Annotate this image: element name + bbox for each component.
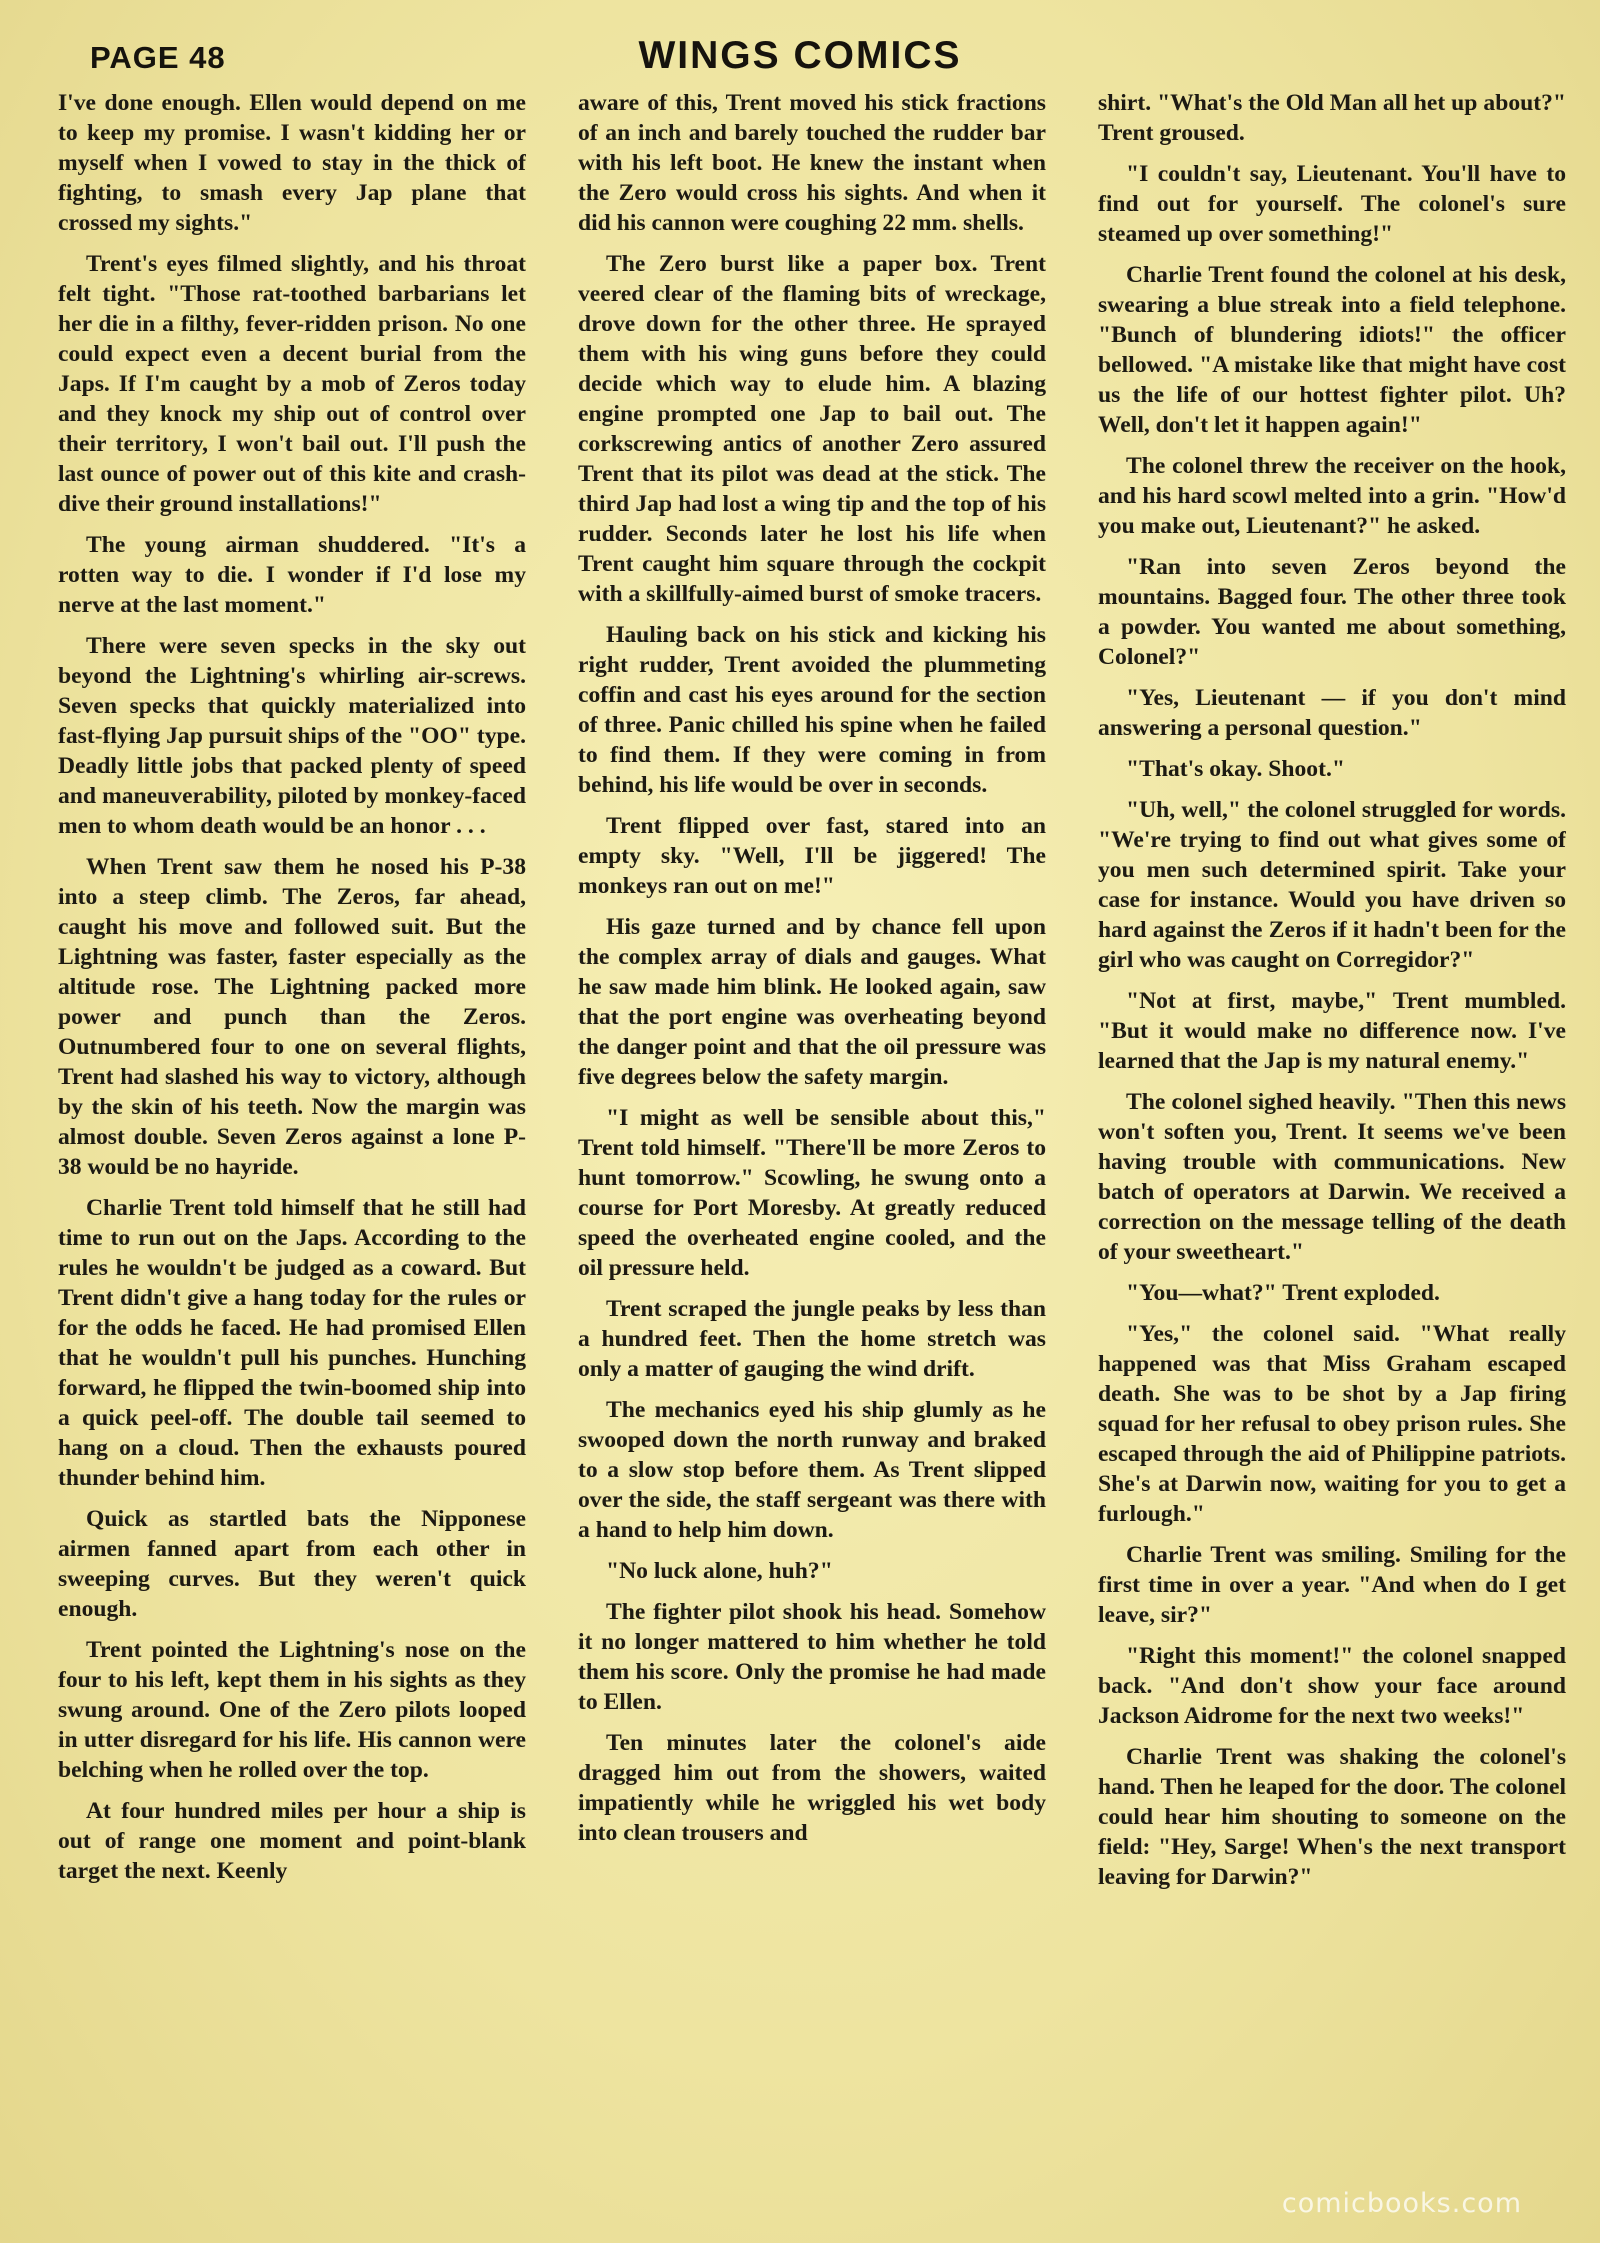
paragraph: "Ran into seven Zeros beyond the mountains. Bagged four. The other three took a powder. You wanted me about something, Colonel?" [1098,554,1566,670]
paragraph: Trent pointed the Lightning's nose on the four to his left, kept them in his sights as they swung around. One of the Zero pilots looped in utter disregard for his life. His cannon were belching when he rolled over the top. [58,1637,526,1783]
paragraph: The mechanics eyed his ship glumly as he swooped down the north runway and braked to a slow stop before them. As Trent slipped over the side, the staff sergeant was there with a hand to help him down. [578,1397,1046,1543]
paragraph: His gaze turned and by chance fell upon the complex array of dials and gauges. What he saw made him blink. He looked again, saw that the port engine was overheating beyond the danger point and that the oil pressure was five degrees below the safety margin. [578,914,1046,1090]
paragraph: The colonel threw the receiver on the hook, and his hard scowl melted into a grin. "How'd you make out, Lieutenant?" he asked. [1098,453,1566,539]
paragraph: Charlie Trent was smiling. Smiling for the first time in over a year. "And when do I get leave, sir?" [1098,1542,1566,1628]
paragraph: Trent scraped the jungle peaks by less than a hundred feet. Then the home stretch was only a matter of gauging the wind drift. [578,1296,1046,1382]
paragraph: "That's okay. Shoot." [1126,756,1345,782]
paragraph: "Right this moment!" the colonel snapped back. "And don't show your face around Jackson Aidrome for the next two weeks!" [1098,1643,1566,1729]
text-column-1 [58,88,526,2168]
paragraph: Hauling back on his stick and kicking his right rudder, Trent avoided the plummeting coffin and cast his eyes around for the section of three. Panic chilled his spine when he failed to find them. If they were coming in from behind, his life would be over in seconds. [578,622,1046,798]
paragraph: "I couldn't say, Lieutenant. You'll have to find out for yourself. The colonel's sure steamed up over something!" [1098,161,1566,247]
paragraph: Ten minutes later the colonel's aide dragged him out from the showers, waited impatiently while he wriggled his wet body into clean trousers and [578,1730,1046,1846]
paragraph: The young airman shuddered. "It's a rotten way to die. I wonder if I'd lose my nerve at the last moment." [58,532,526,618]
article-columns [58,88,1566,2168]
paragraph: "No luck alone, huh?" [606,1558,833,1584]
page-number: PAGE 48 [90,40,226,75]
site-watermark: comicbooks.com [1281,2188,1522,2219]
paragraph: At four hundred miles per hour a ship is out of range one moment and point-blank target the next. Keenly [58,1798,526,1884]
paragraph: There were seven specks in the sky out beyond the Lightning's whirling air-screws. Seven specks that quickly materialized into fast-flying Jap pursuit ships of the "OO" type. Deadly little jobs that packed plenty of speed and maneuverability, piloted by monkey-faced men to whom death would be an honor . . . [58,633,526,839]
text-column-3 [1098,88,1566,2168]
paragraph: Trent's eyes filmed slightly, and his throat felt tight. "Those rat-toothed barbarians let her die in a filthy, fever-ridden prison. No one could expect even a decent burial from the Japs. If I'm caught by a mob of Zeros today and they knock my ship out of control over their territory, I won't bail out. I'll push the last ounce of power out of this kite and crash-dive their ground installations!" [58,251,526,517]
paragraph: "I might as well be sensible about this," Trent told himself. "There'll be more Zeros to hunt tomorrow." Scowling, he swung onto a course for Port Moresby. At greatly reduced speed the overheated engine cooled, and the oil pressure held. [578,1105,1046,1281]
magazine-title: WINGS COMICS [638,34,962,77]
paragraph: I've done enough. Ellen would depend on me to keep my promise. I wasn't kidding her or myself when I vowed to stay in the thick of fighting, to smash every Jap plane that crossed my sights." [58,90,526,236]
paragraph: shirt. "What's the Old Man all het up about?" Trent groused. [1098,90,1566,146]
paragraph: Charlie Trent was shaking the colonel's hand. Then he leaped for the door. The colonel could hear him shouting to someone on the field: "Hey, Sarge! When's the next transport leaving for Darwin?" [1098,1744,1566,1890]
paragraph: When Trent saw them he nosed his P-38 into a steep climb. The Zeros, far ahead, caught his move and followed suit. But the Lightning was faster, faster especially as the altitude rose. The Lightning packed more power and punch than the Zeros. Outnumbered four to one on several flights, Trent had slashed his way to victory, although by the skin of his teeth. Now the margin was almost double. Seven Zeros against a lone P-38 would be no hayride. [58,854,526,1180]
paragraph: Quick as startled bats the Nipponese airmen fanned apart from each other in sweeping curves. But they weren't quick enough. [58,1506,526,1622]
paragraph: "Yes," the colonel said. "What really happened was that Miss Graham escaped death. She was to be shot by a Jap firing squad for her refusal to obey prison rules. She escaped through the aid of Philippine patriots. She's at Darwin now, waiting for you to get a furlough." [1098,1321,1566,1527]
paragraph: The fighter pilot shook his head. Somehow it no longer mattered to him whether he told them his score. Only the promise he had made to Ellen. [578,1599,1046,1715]
paragraph: aware of this, Trent moved his stick fractions of an inch and barely touched the rudder bar with his left boot. He knew the instant when the Zero would cross his sights. And when it did his cannon were coughing 22 mm. shells. [578,90,1046,236]
paragraph: "Uh, well," the colonel struggled for words. "We're trying to find out what gives some of you men such determined spirit. Take your case for instance. Would you have driven so hard against the Zeros if it hadn't been for the girl who was caught on Corregidor?" [1098,797,1566,973]
paragraph: Charlie Trent told himself that he still had time to run out on the Japs. According to the rules he wouldn't be judged as a coward. But Trent didn't give a hang today for the rules or for the odds he faced. He had promised Ellen that he wouldn't pull his punches. Hunching forward, he flipped the twin-boomed ship into a quick peel-off. The double tail seemed to hang on a cloud. Then the exhausts poured thunder behind him. [58,1195,526,1491]
paragraph: The Zero burst like a paper box. Trent veered clear of the flaming bits of wreckage, drove down for the other three. He sprayed them with his wing guns before they could decide which way to elude him. A blazing engine prompted one Jap to bail out. The corkscrewing antics of another Zero assured Trent that its pilot was dead at the stick. The third Jap had lost a wing tip and the top of his rudder. Seconds later he lost his life when Trent caught him square through the cockpit with a skillfully-aimed burst of smoke tracers. [578,251,1046,607]
paragraph: Charlie Trent found the colonel at his desk, swearing a blue streak into a field telephone. "Bunch of blundering idiots!" the officer bellowed. "A mistake like that might have cost us the life of our hottest fighter pilot. Uh? Well, don't let it happen again!" [1098,262,1566,438]
paragraph: "Yes, Lieutenant — if you don't mind answering a personal question." [1098,685,1566,741]
text-column-2 [578,88,1046,2168]
paragraph: "Not at first, maybe," Trent mumbled. "But it would make no difference now. I've learned that the Jap is my natural enemy." [1098,988,1566,1074]
page-header [0,32,1600,88]
paragraph: The colonel sighed heavily. "Then this news won't soften you, Trent. It seems we've been having trouble with communications. New batch of operators at Darwin. We received a correction on the message telling of the death of your sweetheart." [1098,1089,1566,1265]
paragraph: Trent flipped over fast, stared into an empty sky. "Well, I'll be jiggered! The monkeys ran out on me!" [578,813,1046,899]
paragraph: "You—what?" Trent exploded. [1126,1280,1440,1306]
